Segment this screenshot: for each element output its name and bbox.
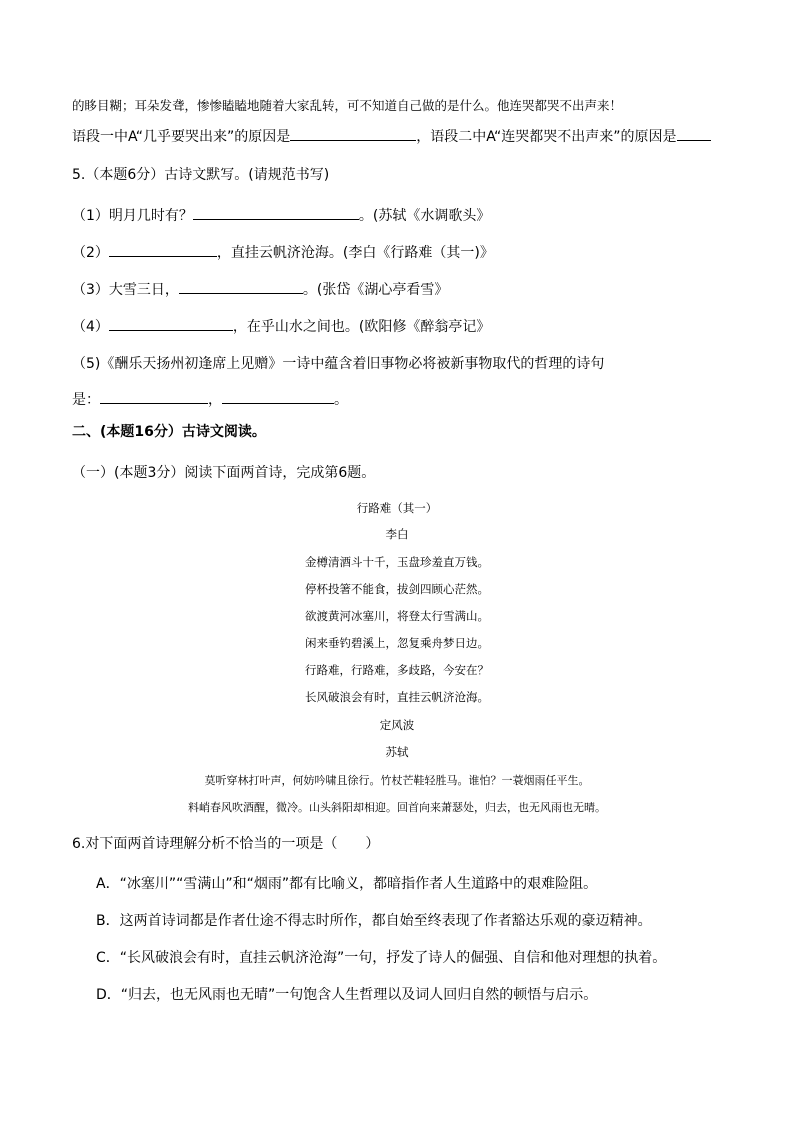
question-5-5: （5)《酬乐天扬州初逢席上见赠》一诗中蕴含着旧事物必将被新事物取代的哲理的诗句 bbox=[72, 356, 605, 372]
q5-1-prefix: （1）明月几时有？ bbox=[72, 208, 193, 224]
section-2-heading: 二、(本题16分）古诗文阅读。 bbox=[72, 424, 266, 440]
answer-blank[interactable] bbox=[100, 389, 208, 404]
q5-5-comma: ， bbox=[208, 392, 222, 408]
question-5-3 bbox=[72, 279, 448, 299]
passage-fragment: 的眵目糊；耳朵发聋，惨惨瞌瞌地随着大家乱转，可不知道自己做的是什么。他连哭都哭不出声来！ bbox=[72, 98, 623, 113]
poem-line: 欲渡黄河冰塞川，将登太行雪满山。 bbox=[305, 609, 489, 623]
answer-blank[interactable] bbox=[677, 126, 711, 141]
q4-part-b: ，语段二中A“连哭都哭不出声来”的原因是 bbox=[416, 129, 677, 145]
question-5-1 bbox=[72, 205, 490, 225]
question-6-stem: 6.对下面两首诗理解分析不恰当的一项是（ ） bbox=[72, 836, 380, 852]
poem-2-title: 定风波 bbox=[379, 718, 415, 732]
answer-blank[interactable] bbox=[109, 316, 233, 331]
subsection-1-heading: （一）(本题3分）阅读下面两首诗，完成第6题。 bbox=[72, 465, 376, 481]
poem-line: 行路难，行路难，多歧路，今安在？ bbox=[305, 663, 489, 677]
poem-line: 停杯投箸不能食，拔剑四顾心茫然。 bbox=[305, 582, 489, 596]
option-c[interactable]: C．“长风破浪会有时，直挂云帆济沧海”一句，抒发了诗人的倔强、自信和他对理想的执着。 bbox=[96, 950, 667, 966]
poem-line: 闲来垂钓碧溪上，忽复乘舟梦日边。 bbox=[305, 636, 489, 650]
answer-blank[interactable] bbox=[179, 279, 303, 294]
answer-blank[interactable] bbox=[193, 205, 359, 220]
question-5-4 bbox=[72, 316, 490, 336]
question-4-line bbox=[72, 126, 711, 146]
q5-2-prefix: （2） bbox=[72, 245, 109, 261]
answer-blank[interactable] bbox=[109, 242, 217, 257]
poem-2-author: 苏轼 bbox=[385, 745, 409, 759]
option-a[interactable]: A．“冰塞川”“雪满山”和“烟雨”都有比喻义，都暗指作者人生道路中的艰难险阻。 bbox=[96, 876, 598, 892]
q5-3-suffix: 。(张岱《湖心亭看雪》 bbox=[302, 282, 449, 298]
answer-blank[interactable] bbox=[290, 126, 416, 141]
option-b[interactable]: B．这两首诗词都是作者仕途不得志时所作，都自始至终表现了作者豁达乐观的豪迈精神。 bbox=[96, 913, 652, 929]
poem-line: 料峭春风吹酒醒，微冷。山头斜阳却相迎。回首向来萧瑟处，归去，也无风雨也无晴。 bbox=[188, 801, 606, 814]
q5-5-prefix: 是： bbox=[72, 392, 100, 408]
poem-line: 长风破浪会有时，直挂云帆济沧海。 bbox=[305, 690, 489, 704]
option-d[interactable]: D．“归去，也无风雨也无晴”一句饱含人生哲理以及词人回归自然的顿悟与启示。 bbox=[96, 987, 598, 1003]
q4-part-a: 语段一中A“几乎要哭出来”的原因是 bbox=[72, 129, 291, 145]
poem-1-title: 行路难（其一） bbox=[356, 501, 438, 515]
q5-4-suffix: ，在乎山水之间也。(欧阳修《醉翁亭记》 bbox=[232, 319, 491, 335]
q5-4-prefix: （4） bbox=[72, 319, 109, 335]
question-5-title: 5.（本题6分）古诗文默写。(请规范书写) bbox=[72, 167, 330, 183]
q5-1-suffix: 。(苏轼《水调歌头》 bbox=[358, 208, 491, 224]
question-5-5-answer bbox=[72, 389, 348, 409]
q5-2-suffix: ，直挂云帆济沧海。(李白《行路难（其一)》 bbox=[216, 245, 494, 261]
poem-line: 莫听穿林打叶声，何妨吟啸且徐行。竹杖芒鞋轻胜马。谁怕？一蓑烟雨任平生。 bbox=[204, 774, 590, 787]
poem-line: 金樽清酒斗十千，玉盘珍羞直万钱。 bbox=[305, 555, 489, 569]
answer-blank[interactable] bbox=[222, 389, 334, 404]
question-5-2 bbox=[72, 242, 494, 262]
q5-3-prefix: （3）大雪三日， bbox=[72, 282, 179, 298]
q5-5-end: 。 bbox=[334, 392, 348, 408]
poem-1-author: 李白 bbox=[385, 527, 409, 541]
